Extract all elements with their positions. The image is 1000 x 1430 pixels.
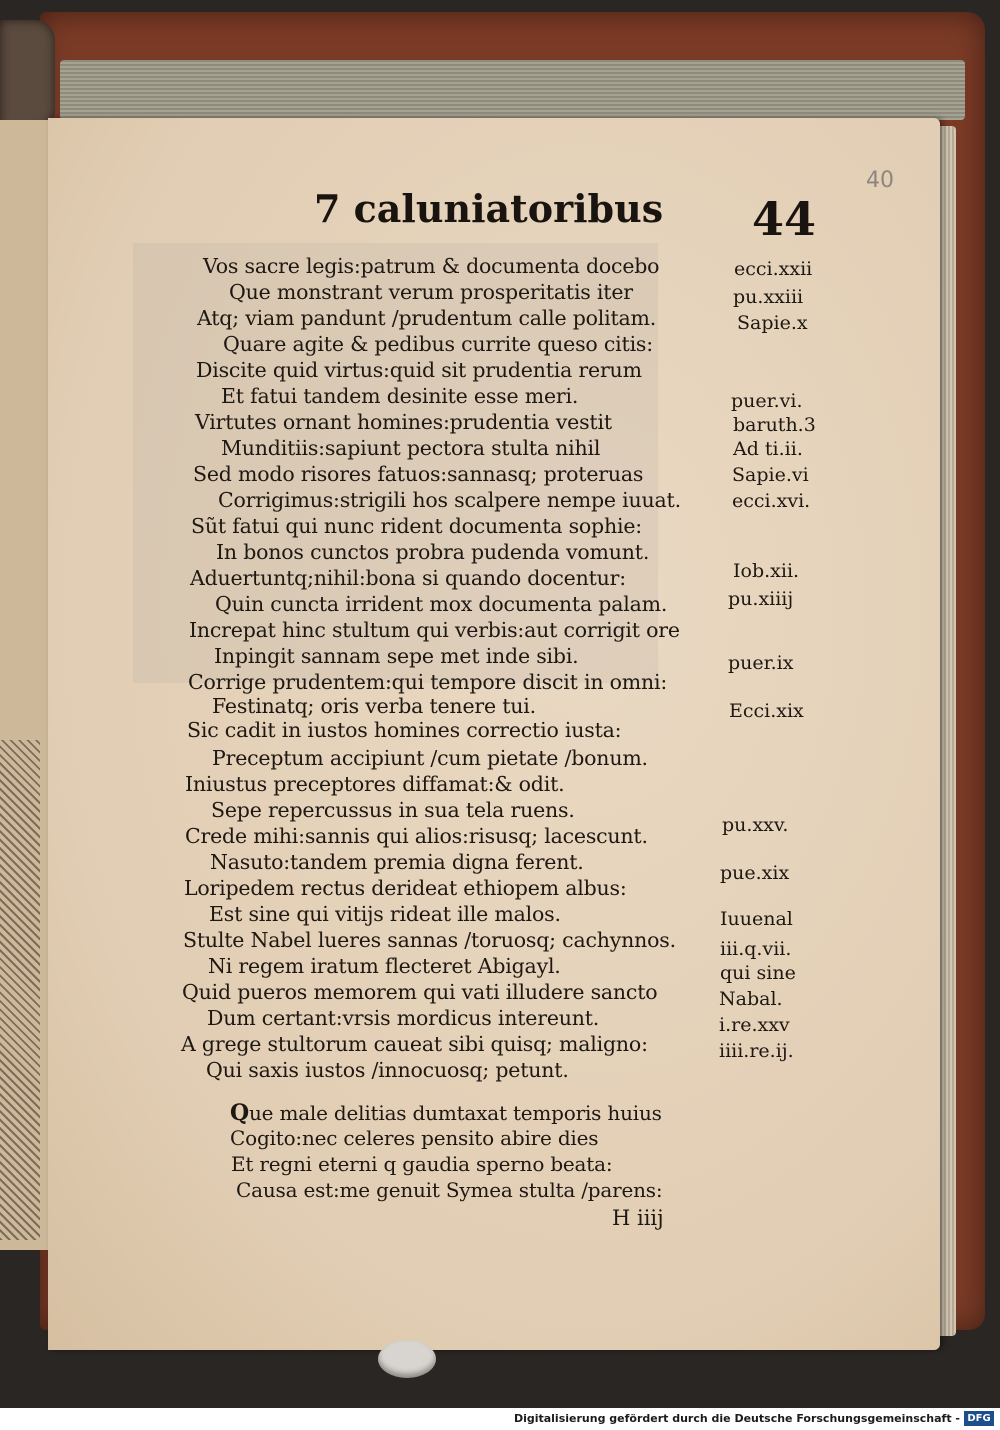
- gloss: puer.ix: [728, 652, 794, 674]
- verse-line: Discite quid virtus:quid sit prudentia rerum: [196, 358, 642, 382]
- initial-letter: Q: [230, 1100, 249, 1126]
- verse-line: Atq; viam pandunt /prudentum calle politam.: [197, 306, 657, 330]
- verse-line: Preceptum accipiunt /cum pietate /bonum.: [212, 746, 648, 770]
- footer-bar: [0, 1408, 1000, 1430]
- gloss: Sapie.vi: [732, 464, 809, 486]
- verse-line: Loripedem rectus derideat ethiopem albus:: [184, 876, 627, 900]
- gloss: Iuuenal: [720, 908, 793, 930]
- verse-line: Ni regem iratum flecteret Abigayl.: [208, 954, 561, 978]
- gloss: iii.q.vii.: [720, 938, 792, 960]
- closing-line: Et regni eterni q gaudia sperno beata:: [231, 1152, 613, 1176]
- verse-line: Quid pueros memorem qui vati illudere sancto: [182, 980, 658, 1004]
- gloss: Sapie.x: [737, 312, 808, 334]
- page-edges-top: [60, 60, 965, 120]
- clasp-strap: [0, 20, 55, 130]
- gloss: pu.xiiij: [728, 588, 794, 610]
- verse-line: Corrigimus:strigili hos scalpere nempe iuuat.: [218, 488, 681, 512]
- closing-line: Causa est:me genuit Symea stulta /parens:: [236, 1178, 663, 1202]
- verse-line: Et fatui tandem desinite esse meri.: [221, 384, 579, 408]
- verse-line: Quin cuncta irrident mox documenta palam.: [215, 592, 668, 616]
- facing-page-woodcut: [0, 740, 40, 1240]
- page-weight: [378, 1340, 436, 1378]
- gloss: ecci.xxii: [734, 258, 813, 280]
- verse-line: Sed modo risores fatuos:sannasq; proteruas: [193, 462, 644, 486]
- gloss: pue.xix: [720, 862, 790, 884]
- verse-line: Sũt fatui qui nunc rident documenta sophie:: [191, 514, 642, 538]
- gloss: qui sine: [720, 962, 796, 984]
- closing-line: Cogito:nec celeres pensito abire dies: [230, 1126, 599, 1150]
- gloss: i.re.xxv: [719, 1014, 790, 1036]
- gloss: puer.vi.: [731, 390, 803, 412]
- verse-line: Dum certant:vrsis mordicus intereunt.: [207, 1006, 600, 1030]
- gloss: iiii.re.ij.: [719, 1040, 794, 1062]
- gloss: pu.xxiii: [733, 286, 804, 308]
- closing-line-1: Que male delitias dumtaxat temporis huius: [230, 1100, 662, 1126]
- verse-line: Inpingit sannam sepe met inde sibi.: [214, 644, 579, 668]
- pencil-folio-number: 40: [866, 168, 894, 193]
- gloss: ecci.xvi.: [732, 490, 811, 512]
- footer-credit: Digitalisierung gefördert durch die Deutsche Forschungsgemeinschaft -: [513, 1412, 960, 1425]
- verse-line: Qui saxis iustos /innocuosq; petunt.: [206, 1058, 569, 1082]
- verse-line: Munditiis:sapiunt pectora stulta nihil: [221, 436, 601, 460]
- verse-line: Sic cadit in iustos homines correctio iusta:: [187, 718, 622, 742]
- verse-line: Sepe repercussus in sua tela ruens.: [211, 798, 575, 822]
- verse-line: Virtutes ornant homines:prudentia vestit: [195, 410, 612, 434]
- gloss: pu.xxv.: [722, 814, 789, 836]
- signature-mark: H iiij: [612, 1206, 664, 1230]
- folio-number: 44: [752, 192, 817, 246]
- verse-line: A grege stultorum caueat sibi quisq; maligno:: [181, 1032, 648, 1056]
- verse-line: Iniustus preceptores diffamat:& odit.: [185, 772, 565, 796]
- verse-line: Festinatq; oris verba tenere tui.: [212, 694, 536, 718]
- gloss: baruth.3: [733, 414, 816, 436]
- verse-line: Que monstrant verum prosperitatis iter: [229, 280, 633, 304]
- verse-line: Aduertuntq;nihil:bona si quando docentur:: [190, 566, 626, 590]
- gloss: Ecci.xix: [729, 700, 804, 722]
- gloss: Nabal.: [719, 988, 783, 1010]
- gloss: Ad ti.ii.: [733, 438, 803, 460]
- verse-line: Vos sacre legis:patrum & documenta docebo: [203, 254, 660, 278]
- running-head: 7 caluniatoribus: [314, 186, 664, 231]
- dfg-logo-icon: DFG: [964, 1411, 994, 1426]
- verse-line: Est sine qui vitijs rideat ille malos.: [209, 902, 561, 926]
- verse-line: Crede mihi:sannis qui alios:risusq; lacescunt.: [185, 824, 648, 848]
- verse-line: Stulte Nabel lueres sannas /toruosq; cachynnos.: [183, 928, 676, 952]
- verse-line: Nasuto:tandem premia digna ferent.: [210, 850, 584, 874]
- gloss: Iob.xii.: [733, 560, 800, 582]
- verse-line: In bonos cunctos probra pudenda vomunt.: [216, 540, 650, 564]
- verse-line: Corrige prudentem:qui tempore discit in omni:: [188, 670, 668, 694]
- verse-line: Quare agite & pedibus currite queso citis:: [223, 332, 653, 356]
- verse-line: Increpat hinc stultum qui verbis:aut corrigit ore: [189, 618, 680, 642]
